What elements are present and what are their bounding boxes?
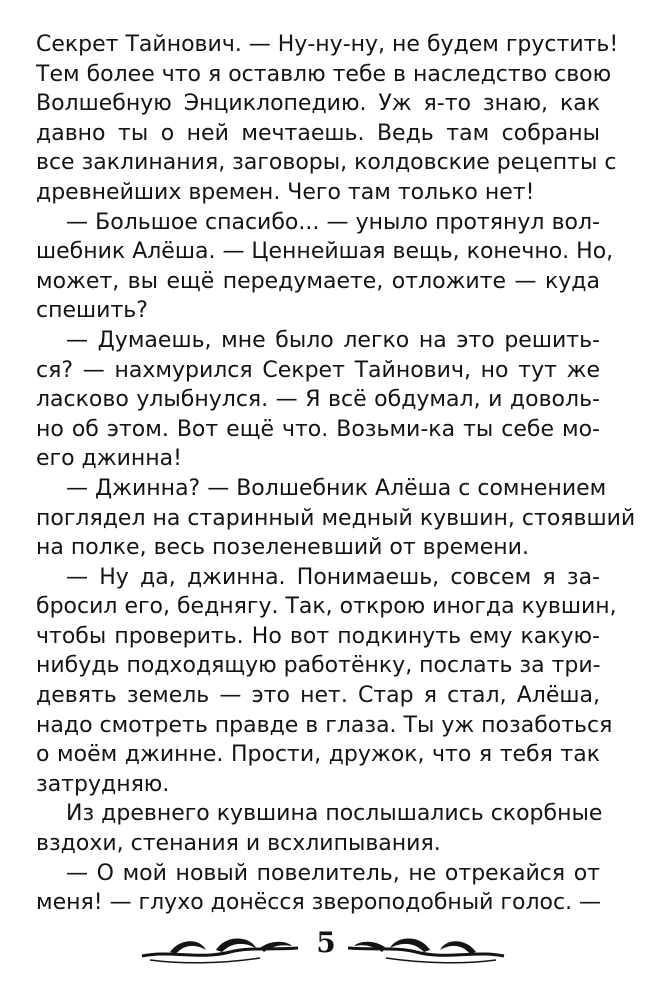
- page-footer: [0, 922, 652, 972]
- text-line: может, вы ещё передумаете, отложите — куда: [36, 268, 600, 294]
- text-line: — Джинна? — Волшебник Алёша с сомнением: [66, 475, 607, 501]
- text-line: давно ты о ней мечтаешь. Ведь там собраны: [36, 120, 600, 146]
- text-line: — Ну да, джинна. Понимаешь, совсем я за-: [66, 564, 600, 590]
- text-line: — О мой новый повелитель, не отрекайся от: [66, 860, 600, 886]
- page-number-text: 5: [310, 926, 341, 959]
- flourish-ornament-icon: [346, 930, 506, 966]
- text-line: поглядел на старинный медный кувшин, стоявший: [36, 505, 636, 531]
- text-line: затрудняю.: [36, 771, 170, 797]
- text-line: бросил его, беднягу. Так, открою иногда кувшин,: [36, 594, 617, 620]
- text-line: Из древнего кувшина послышались скорбные: [66, 801, 603, 827]
- text-line: девять земель — это нет. Стар я стал, Алёша,: [36, 683, 600, 709]
- text-line: — Думаешь, мне было легко на это решить-: [66, 327, 600, 353]
- text-line: нибудь подходящую работёнку, послать за три-: [36, 653, 601, 679]
- text-line: на полке, весь позеленевший от времени.: [36, 535, 529, 561]
- text-line: чтобы проверить. Но вот подкинуть ему какую-: [36, 623, 600, 649]
- text-line: меня! — глухо донёсся звероподобный голос. —: [36, 890, 602, 916]
- text-line: спешить?: [36, 298, 148, 324]
- text-line: его джинна!: [36, 446, 182, 472]
- page-number: [0, 926, 652, 960]
- text-line: Волшебную Энциклопедию. Уж я-то знаю, как: [36, 91, 600, 117]
- text-line: шебник Алёша. — Ценнейшая вещь, конечно. Но,: [36, 239, 614, 265]
- text-line: — Большое спасибо... — уныло протянул вол-: [66, 209, 600, 235]
- page-text: [36, 30, 636, 918]
- text-line: но об этом. Вот ещё что. Возьми-ка ты себе мо-: [36, 416, 600, 442]
- text-line: Тем более что я оставлю тебе в наследство свою: [36, 61, 612, 87]
- text-line: надо смотреть правде в глаза. Ты уж позаботься: [36, 712, 613, 738]
- text-line: все заклинания, заговоры, колдовские рецепты с: [36, 150, 617, 176]
- text-line: древнейших времен. Чего там только нет!: [36, 179, 535, 205]
- text-line: ласково улыбнулся. — Я всё обдумал, и доволь-: [36, 387, 600, 413]
- text-line: ся? — нахмурился Секрет Тайнович, но тут же: [36, 357, 600, 383]
- text-line: о моём джинне. Прости, дружок, что я тебя так: [36, 742, 600, 768]
- text-line: вздохи, стенания и всхлипывания.: [36, 831, 441, 857]
- text-line: Секрет Тайнович. — Ну-ну-ну, не будем грустить!: [36, 32, 619, 57]
